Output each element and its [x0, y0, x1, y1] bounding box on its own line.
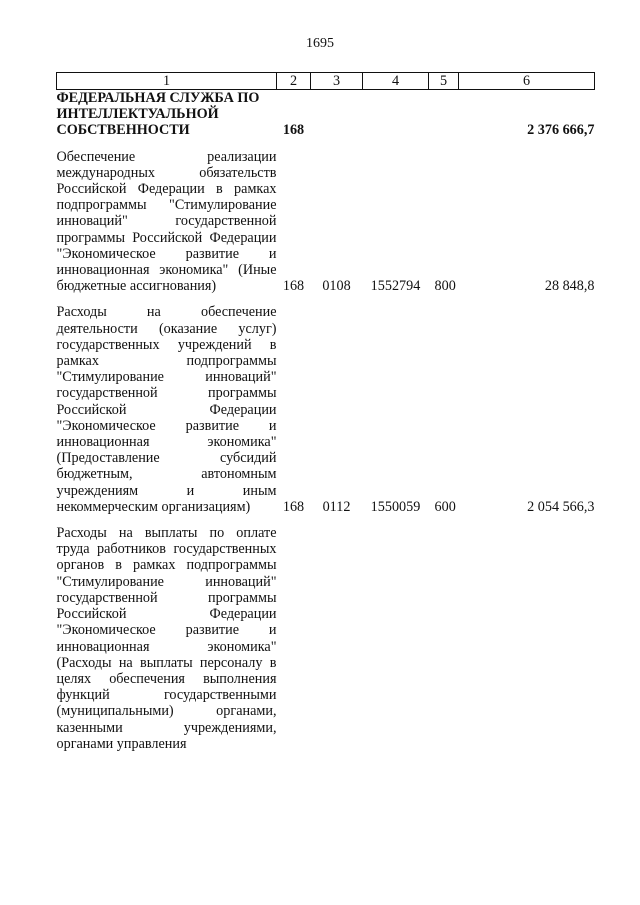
row-spacer [57, 515, 595, 525]
row-target-code [363, 525, 429, 752]
row-section-code: 0112 [322, 498, 351, 515]
row-amount: 2 054 566,3 [527, 498, 595, 515]
header-row [57, 73, 595, 90]
row-amount: 28 848,8 [544, 278, 595, 295]
row-ministry-code: 168 [282, 498, 305, 515]
row-description: Обеспечение реализации международных обязательств Российской Федерации в рамках подпрограммы "Стимулирование инноваций" государственной программы Российской Федерации "Экономическое развитие и инновационная экономика" (Иные бюджетные ассигнования) [56, 148, 277, 295]
row-spacer [57, 294, 595, 304]
row-expense-type [429, 525, 459, 752]
row-expense-type: 800 [434, 278, 456, 295]
table-header [57, 73, 595, 90]
row-description: Расходы на обеспечение деятельности (оказание услуг) государственных учреждений в рамках подпрограммы "Стимулирование инноваций" государственной программы Российской Федерации "Экономическое развитие и инновационная экономика" (Предоставление субсидий бюджетным, автономным учреждениям и иным некоммерческим организациям) [56, 304, 277, 515]
table-row [57, 304, 595, 515]
row-description: Расходы на выплаты по оплате труда работников государственных органов в рамках подпрограммы "Стимулирование инноваций" государственной программы Российской Федерации "Экономическое развитие и инновационная экономика" (Расходы на выплаты персоналу в целях обеспечения выполнения функций государственными (муниципальными) органами, казенными учреждениями, органами управления [56, 525, 277, 752]
row-target-code [363, 90, 429, 139]
page-number: 1695 [306, 36, 334, 51]
row-ministry-code: 168 [282, 122, 305, 139]
column-header-4: 4 [363, 73, 429, 90]
row-section-code [311, 90, 363, 139]
row-target-code: 1552794 [370, 278, 421, 295]
table-body [57, 90, 595, 752]
row-section-code: 0108 [322, 278, 351, 295]
column-header-3: 3 [311, 73, 363, 90]
row-section-code [311, 525, 363, 752]
row-ministry-code: 168 [282, 278, 305, 295]
row-amount: 2 376 666,7 [527, 122, 595, 139]
column-header-1: 1 [57, 73, 277, 90]
row-expense-type: 600 [434, 498, 456, 515]
row-target-code: 1550059 [370, 498, 421, 515]
table-row [57, 90, 595, 139]
column-header-5: 5 [429, 73, 459, 90]
column-header-6: 6 [459, 73, 595, 90]
table-row [57, 149, 595, 295]
row-description: ФЕДЕРАЛЬНАЯ СЛУЖБА ПО ИНТЕЛЛЕКТУАЛЬНОЙ СОБСТВЕННОСТИ [56, 90, 260, 139]
row-expense-type [429, 90, 459, 139]
row-ministry-code [277, 525, 311, 752]
row-amount [459, 525, 595, 752]
row-spacer [57, 139, 595, 149]
column-header-2: 2 [277, 73, 311, 90]
budget-table [56, 72, 595, 752]
table-row [57, 525, 595, 752]
